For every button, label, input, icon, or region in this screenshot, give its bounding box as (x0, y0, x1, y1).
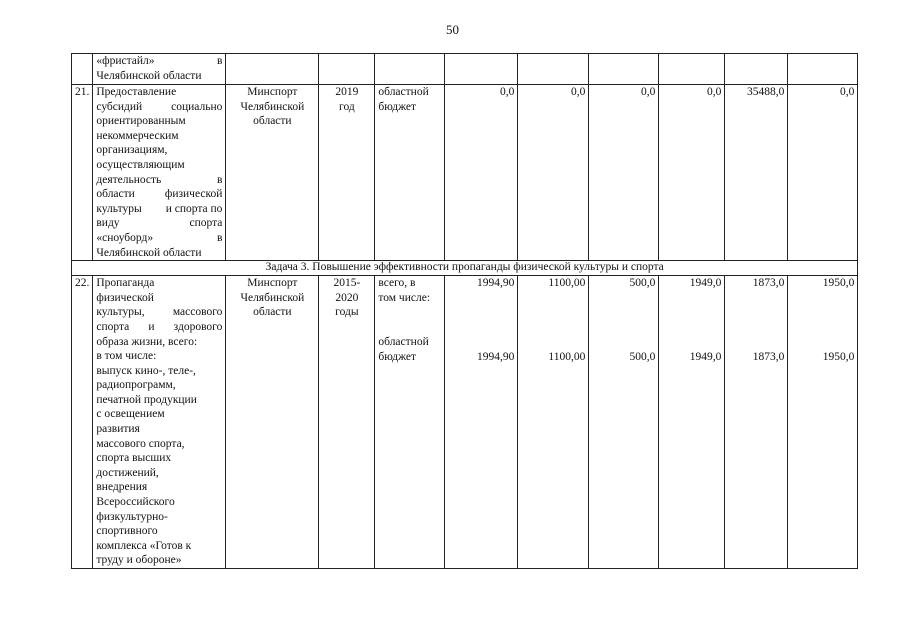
value-cell (445, 276, 518, 569)
value-cell (659, 276, 725, 569)
period-cell (319, 54, 375, 85)
total-value: 1949,0 (689, 277, 722, 290)
value-cell (589, 54, 659, 85)
total-value: 1873,0 (752, 277, 785, 290)
value-cell (788, 54, 858, 85)
task-heading: Задача 3. Повышение эффективности пропаганды физической культуры и спорта (72, 261, 858, 276)
executor-cell: Минспорт Челябинской области (226, 276, 319, 569)
budget-value: 500,0 (629, 350, 656, 363)
total-value: 1100,00 (548, 277, 586, 290)
row-number-cell: 22. (72, 276, 93, 569)
value-cell (589, 276, 659, 569)
value-cell: 0,0 (589, 85, 659, 261)
value-cell (518, 276, 589, 569)
row-number-cell (72, 54, 93, 85)
value-cell (725, 276, 788, 569)
total-value: 500,0 (629, 277, 656, 290)
source-cell: всего, в том числе: областной бюджет (375, 276, 445, 569)
description-cell: «фристайл» в Челябинской области (93, 54, 226, 85)
budget-value: 1950,0 (822, 350, 855, 363)
source-cell (375, 54, 445, 85)
description-cell: Предоставление субсидий социально ориентированным некоммерческим организациям, осуществляющим деятельность в области физической культуры и спорта по виду спорта «сноуборд» в Челябинской области (93, 85, 226, 261)
budget-value: 1100,00 (548, 350, 586, 363)
value-cell (518, 54, 589, 85)
value-cell (445, 54, 518, 85)
budget-value: 1994,90 (477, 350, 515, 363)
executor-cell: Минспорт Челябинской области (226, 85, 319, 261)
budget-value: 1873,0 (752, 350, 785, 363)
total-value: 1994,90 (477, 277, 515, 290)
table-row (72, 85, 858, 261)
page-number: 50 (446, 22, 459, 37)
period-cell: 2019 год (319, 85, 375, 261)
value-cell (788, 276, 858, 569)
period-cell: 2015- 2020 годы (319, 276, 375, 569)
budget-value: 1949,0 (689, 350, 722, 363)
value-cell: 0,0 (659, 85, 725, 261)
value-cell: 0,0 (518, 85, 589, 261)
row-number-cell: 21. (72, 85, 93, 261)
value-cell: 0,0 (445, 85, 518, 261)
value-cell: 35488,0 (725, 85, 788, 261)
executor-cell (226, 54, 319, 85)
source-cell: областной бюджет (375, 85, 445, 261)
total-value: 1950,0 (822, 277, 855, 290)
task-heading-row (72, 261, 858, 276)
table-row (72, 276, 858, 569)
value-cell (725, 54, 788, 85)
description-cell: Пропаганда физической культуры, массового спорта и здорового образа жизни, всего: в том числе: выпуск кино-, теле-, радиопрограмм, печатной продукции с освещением развития массового спорта, спорта высших достижений, внедрения Всероссийского физкультурно- спортивного комплекса «Готов к труду и обороне» (93, 276, 226, 569)
value-cell: 0,0 (788, 85, 858, 261)
table-row (72, 54, 858, 85)
program-table (71, 53, 858, 569)
value-cell (659, 54, 725, 85)
